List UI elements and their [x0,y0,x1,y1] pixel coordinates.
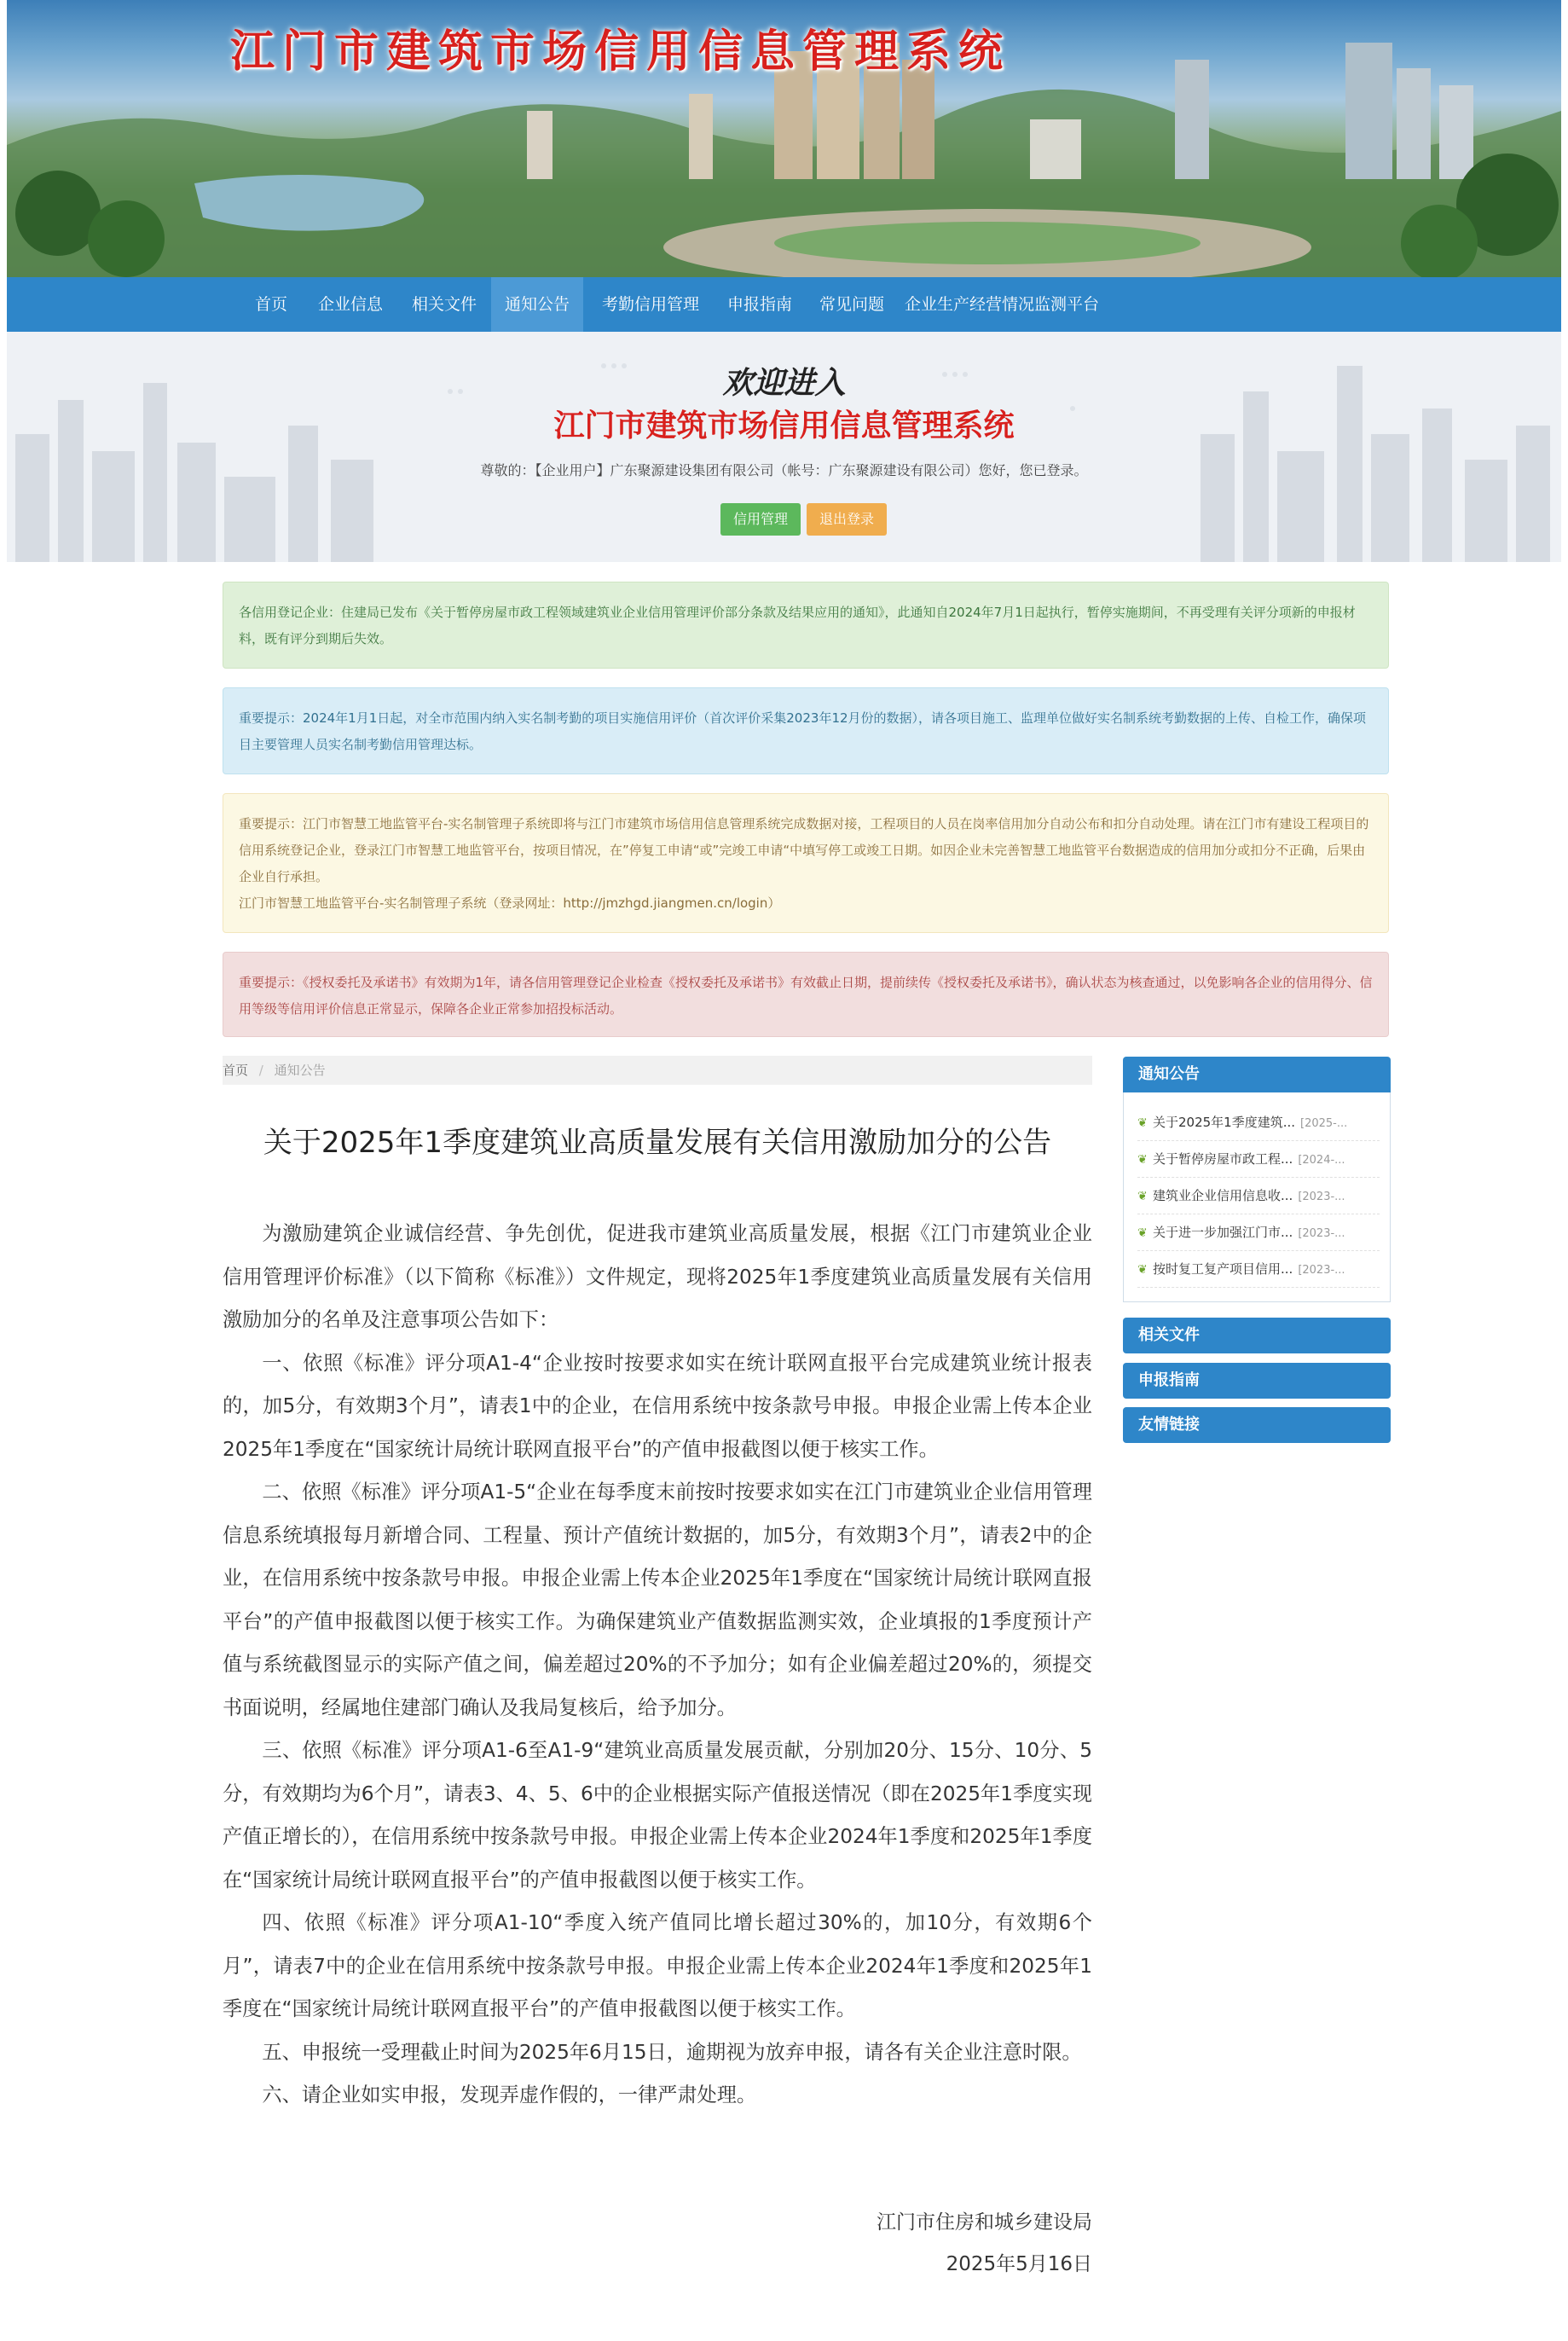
notice-title: 关于进一步加强江门市... [1153,1225,1293,1240]
leaf-icon: ❦ [1137,1190,1148,1203]
sidebar-notices-header[interactable]: 通知公告 [1123,1057,1391,1092]
notice-date: [2024-... [1298,1154,1345,1167]
notice-date: [2023-... [1298,1264,1345,1277]
site-title: 江门市建筑市场信用信息管理系统 [230,26,1011,78]
notice-date: [2023-... [1298,1191,1345,1203]
article-title: 关于2025年1季度建筑业高质量发展有关信用激励加分的公告 [263,1126,1052,1160]
main-nav [7,277,1561,332]
alert-text: 各信用登记企业：住建局已发布《关于暂停房屋市政工程领域建筑业企业信用管理评价部分条款及结果应用的通知》，此通知自2024年7月1日起执行，暂停实施期间，不再受理有关评分项新的申报材料，既有评分到期后失效。 [239,605,1356,646]
header-banner [7,0,1561,277]
notice-title: 建筑业企业信用信息收... [1153,1188,1293,1203]
breadcrumb-separator: / [258,1063,263,1078]
leaf-icon: ❦ [1137,1153,1148,1167]
nav-item-monitoring-platform[interactable]: 企业生产经营情况监测平台 [904,295,1099,314]
notice-title: 关于暂停房屋市政工程... [1153,1151,1293,1167]
welcome-system-name: 江门市建筑市场信用信息管理系统 [553,409,1015,443]
page [7,0,1561,2341]
breadcrumb [223,1056,1092,1085]
sidebar-guide[interactable]: 申报指南 [1123,1363,1391,1399]
list-item[interactable] [1137,1214,1380,1251]
nav-item-notices[interactable]: 通知公告 [491,277,583,332]
article-signature-org: 江门市住房和城乡建设局 [877,2211,1092,2234]
alert-policy-notice [223,582,1389,669]
list-item[interactable] [1137,1178,1380,1214]
article-paragraph: 二、依照《标准》评分项A1-5“企业在每季度末前按时按要求如实在江门市建筑业企业信用管理信息系统填报每月新增合同、工程量、预计产值统计数据的，加5分，有效期3个月”，请表2中的企业，在信用系统中按条款号申报。申报企业需上传本企业2025年1季度在“国家统计局统计联网直报平台”的产值申报截图以便于核实工作。为确保建筑业产值数据监测实效，企业填报的1季度预计产值与系统截图显示的实际产值之间，偏差超过20%的不予加分；如有企业偏差超过20%的，须提交书面说明，经属地住建部门确认及我局复核后，给予加分。 [223,1481,1092,1719]
sidebar-friendly-links[interactable]: 友情链接 [1123,1407,1391,1443]
article-signature-date: 2025年5月16日 [946,2253,1092,2275]
alert-text: 重要提示：2024年1月1日起，对全市范围内纳入实名制考勤的项目实施信用评价（首次评价采集2023年12月份的数据），请各项目施工、监理单位做好实名制系统考勤数据的上传、自检工作，确保项目主要管理人员实名制考勤信用管理达标。 [239,710,1367,752]
notice-date: [2023-... [1298,1227,1345,1240]
breadcrumb-current: 通知公告 [274,1063,326,1078]
list-item[interactable] [1137,1104,1380,1141]
logout-button[interactable]: 退出登录 [807,503,887,536]
alert-authorization-notice [223,952,1389,1037]
nav-item-company-info[interactable]: 企业信息 [317,295,383,314]
credit-management-button[interactable]: 信用管理 [720,503,801,536]
nav-item-related-docs[interactable]: 相关文件 [411,295,477,314]
article-paragraph: 为激励建筑企业诚信经营、争先创优，促进我市建筑业高质量发展，根据《江门市建筑业企业信用管理评价标准》（以下简称《标准》）文件规定，现将2025年1季度建筑业高质量发展有关信用激励加分的名单及注意事项公告如下： [223,1222,1092,1331]
alert-smart-site-notice [223,793,1389,933]
notice-title: 按时复工复产项目信用... [1153,1261,1293,1277]
notice-date: [2025-... [1300,1117,1348,1130]
article-paragraph: 三、依照《标准》评分项A1-6至A1-9“建筑业高质量发展贡献，分别加20分、15分、10分、5分，有效期均为6个月”，请表3、4、5、6中的企业根据实际产值报送情况（即在2025年1季度实现产值正增长的），在信用系统中按条款号申报。申报企业需上传本企业2024年1季度和2025年1季度在“国家统计局统计联网直报平台”的产值申报截图以便于核实工作。 [223,1739,1092,1892]
article-paragraph: 一、依照《标准》评分项A1-4“企业按时按要求如实在统计联网直报平台完成建筑业统计报表的，加5分，有效期3个月”，请表1中的企业，在信用系统中按条款号申报。申报企业需上传本企业2025年1季度在“国家统计局统计联网直报平台”的产值申报截图以便于核实工作。 [223,1351,1092,1461]
leaf-icon: ❦ [1137,1263,1148,1277]
alert-text: 重要提示：《授权委托及承诺书》有效期为1年，请各信用管理登记企业检查《授权委托及承诺书》有效截止日期，提前续传《授权委托及承诺书》，确认状态为核查通过，以免影响各企业的信用得分、信用等级等信用评价信息正常显示，保障各企业正常参加招投标活动。 [239,975,1373,1017]
sidebar-related-docs[interactable]: 相关文件 [1123,1318,1391,1353]
alert-attendance-notice [223,687,1389,774]
notice-title: 关于2025年1季度建筑... [1153,1115,1296,1130]
list-item[interactable] [1137,1251,1380,1288]
nav-item-attendance[interactable]: 考勤信用管理 [601,295,699,314]
article-paragraph: 四、依照《标准》评分项A1-10“季度入统产值同比增长超过30%的，加10分，有效期6个月”，请表7中的企业在信用系统中按条款号申报。申报企业需上传本企业2024年1季度和2025年1季度在“国家统计局统计联网直报平台”的产值申报截图以便于核实工作。 [223,1911,1092,2020]
nav-item-guide[interactable]: 申报指南 [726,295,792,314]
alert-text: 重要提示：江门市智慧工地监管平台-实名制管理子系统即将与江门市建筑市场信用信息管理系统完成数据对接，工程项目的人员在岗率信用加分自动公布和扣分自动处理。请在江门市有建设工程项目的信用系统登记企业，登录江门市智慧工地监管平台，按项目情况，在”停复工申请“或”完竣工申请“中填写停工或竣工日期。如因企业未完善智慧工地监管平台数据造成的信用加分或扣分不正确，后果由企业自行承担。 [239,816,1369,884]
user-greeting: 尊敬的：【企业用户】广东聚源建设集团有限公司（帐号：广东聚源建设有限公司）您好，您已登录。 [480,462,1088,478]
list-item[interactable] [1137,1141,1380,1178]
breadcrumb-home[interactable]: 首页 [223,1063,249,1078]
welcome-panel [7,332,1561,562]
article-paragraph: 六、请企业如实申报，发现弄虚作假的，一律严肃处理。 [262,2083,757,2106]
article-paragraph: 五、申报统一受理截止时间为2025年6月15日，逾期视为放弃申报，请各有关企业注意时限。 [262,2040,1082,2064]
welcome-heading: 欢迎进入 [722,366,846,401]
article-body [223,1213,1092,2118]
leaf-icon: ❦ [1137,1116,1148,1130]
nav-item-faq[interactable]: 常见问题 [819,295,884,314]
alert-login-url[interactable]: 江门市智慧工地监管平台-实名制管理子系统（登录网址：http://jmzhgd.jiangmen.cn/login） [239,895,781,911]
leaf-icon: ❦ [1137,1226,1148,1240]
sidebar-notices-list [1123,1092,1391,1302]
nav-item-home[interactable]: 首页 [254,295,287,314]
